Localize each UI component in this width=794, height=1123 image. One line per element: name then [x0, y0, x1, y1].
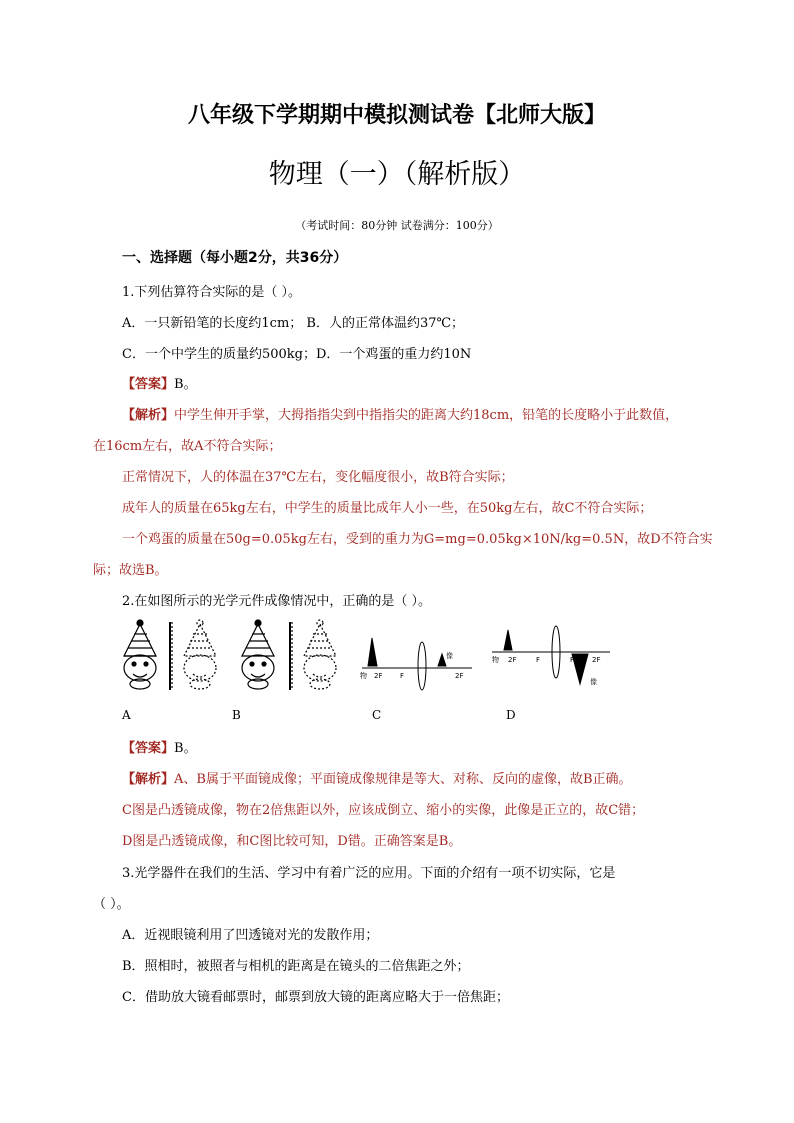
fig-d-f-label: F — [536, 656, 541, 664]
q3-option-c: C．借助放大镜看邮票时，邮票到放大镜的距离应略大于一倍焦距； — [122, 990, 509, 1005]
fig-d-2f-label: 2F — [508, 656, 517, 664]
fig-c-2f-label: 2F — [374, 672, 383, 680]
q1-analysis-line-3: 正常情况下，人的体温在37℃左右，变化幅度很小，故B符合实际； — [122, 470, 514, 485]
q2-analysis-line-2: C图是凸透镜成像，物在2倍焦距以外，应该成倒立、缩小的实像，此像是正立的，故C错； — [122, 803, 645, 818]
figure-label-a: A — [122, 708, 131, 722]
q1-analysis-line-4: 成年人的质量在65kg左右，中学生的质量比成年人小一些，在50kg左右，故C不符合实际； — [122, 501, 653, 516]
answer-label: 【答案】 — [122, 377, 175, 392]
fig-c-img-label: 像 — [446, 652, 453, 660]
q1-analysis-line-6: 际；故选B。 — [93, 563, 168, 578]
fig-c-f-label: F — [400, 672, 405, 680]
q1-options-cd: C．一个中学生的质量约500kg；D．一个鸡蛋的重力约10N — [122, 347, 472, 362]
clown-icon — [124, 620, 156, 689]
q2-analysis-line-3: D图是凸透镜成像，和C图比较可知，D错。正确答案是B。 — [122, 834, 462, 849]
exam-note: （考试时间：80分钟 试卷满分：100分） — [295, 219, 499, 232]
clown-image-icon — [184, 620, 216, 689]
section-heading: 一、选择题（每小题2分，共36分） — [122, 250, 348, 266]
q2-stem: 2.在如图所示的光学元件成像情况中，正确的是（ ）。 — [122, 594, 432, 609]
figure-a-plane-mirror — [124, 620, 216, 690]
optics-figure — [110, 618, 620, 698]
analysis-text: 中学生伸开手掌，大拇指指尖到中指指尖的距离大约18cm，铅笔的长度略小于此数值， — [174, 408, 679, 423]
document-title: 八年级下学期期中模拟测试卷【北师大版】 — [187, 103, 606, 128]
answer-label: 【答案】 — [122, 741, 175, 756]
clown-icon — [242, 620, 274, 689]
clown-image-icon — [304, 620, 336, 689]
figure-d-convex-lens — [492, 626, 610, 686]
document-subtitle: 物理（一）（解析版） — [268, 159, 526, 190]
fig-d-f-right-label: F — [570, 656, 575, 664]
fig-d-2f-right-label: 2F — [592, 656, 601, 664]
figure-b-plane-mirror — [242, 620, 336, 690]
answer-value: B。 — [174, 377, 197, 392]
q3-stem-line-1: 3.光学器件在我们的生活、学习中有着广泛的应用。下面的介绍有一项不切实际，它是 — [122, 866, 616, 881]
q1-stem: 1.下列估算符合实际的是（ ）。 — [122, 285, 302, 300]
analysis-text: A、B属于平面镜成像；平面镜成像规律是等大、对称、反向的虚像，故B正确。 — [174, 772, 632, 787]
fig-c-obj-label: 物 — [360, 672, 367, 680]
fig-c-2f-right-label: 2F — [455, 672, 464, 680]
q1-analysis-line-2: 在16cm左右，故A不符合实际； — [93, 439, 282, 454]
q2-answer — [122, 737, 197, 756]
q3-stem-line-2: （ ）。 — [93, 897, 130, 912]
figure-c-convex-lens — [360, 638, 472, 690]
q1-analysis-line-5: 一个鸡蛋的质量在50g=0.05kg左右，受到的重力为G=mg=0.05kg×10N/kg=0.5N，故D不符合实 — [122, 532, 713, 547]
figure-label-b: B — [232, 708, 241, 722]
q1-options-ab: A．一只新铅笔的长度约1cm； B．人的正常体温约37℃； — [122, 316, 465, 331]
figure-label-d: D — [506, 708, 516, 722]
fig-d-obj-label: 物 — [492, 656, 499, 664]
q1-analysis-line-1 — [122, 404, 678, 423]
answer-value: B。 — [174, 741, 197, 756]
q3-option-a: A．近视眼镜利用了凹透镜对光的发散作用； — [122, 928, 379, 943]
q1-answer — [122, 373, 197, 392]
q2-analysis-line-1 — [122, 768, 632, 787]
analysis-label: 【解析】 — [122, 408, 175, 423]
analysis-label: 【解析】 — [122, 772, 175, 787]
figure-label-c: C — [372, 708, 382, 722]
fig-d-img-label: 像 — [590, 678, 597, 686]
q3-option-b: B．照相时，被照者与相机的距离是在镜头的二倍焦距之外； — [122, 959, 470, 974]
